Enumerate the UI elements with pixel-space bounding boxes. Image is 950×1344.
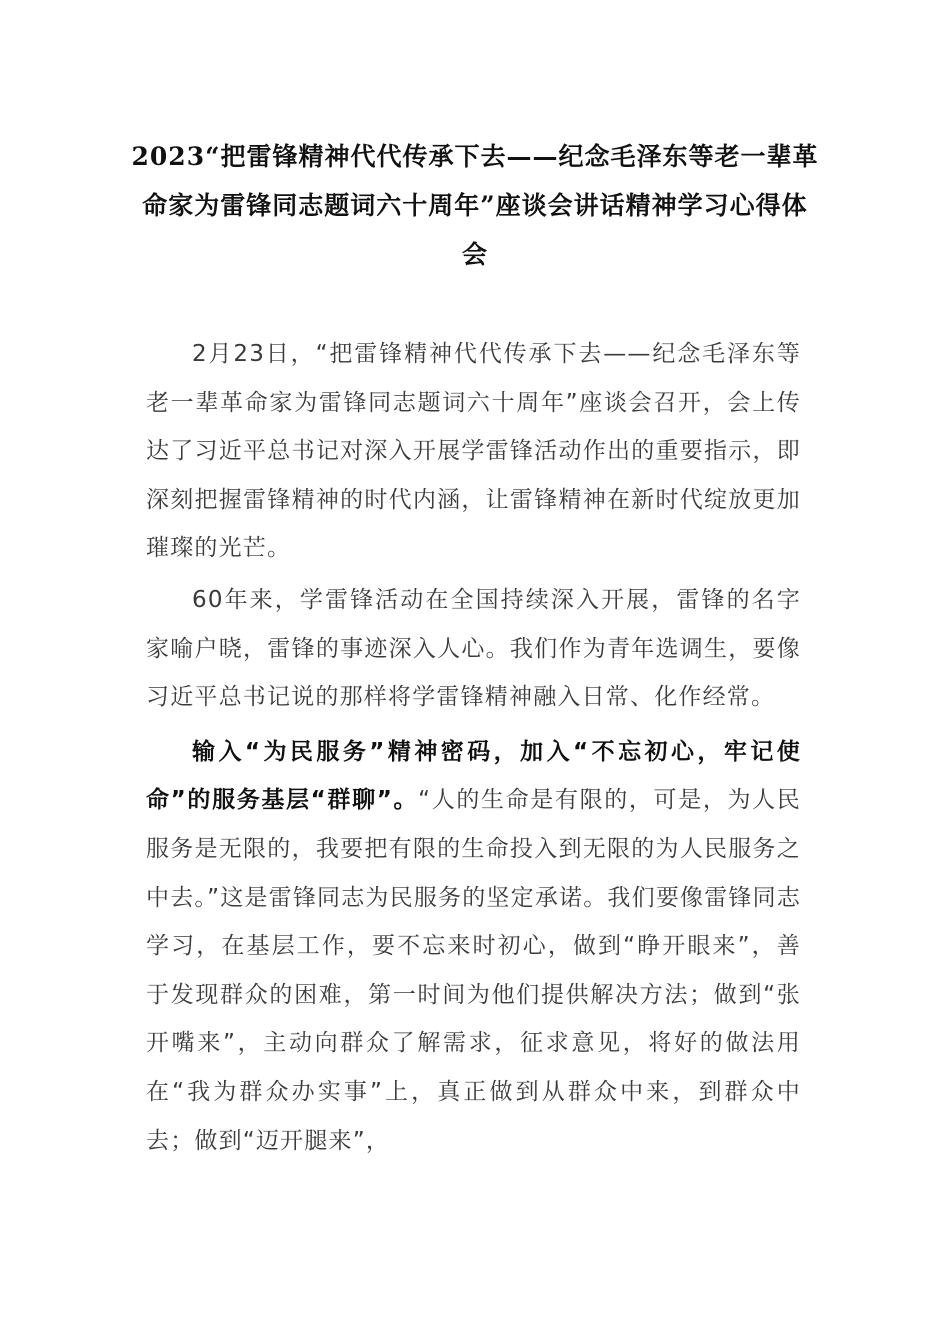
paragraph-2: 60年来，学雷锋活动在全国持续深入开展，雷锋的名字家喻户晓，雷锋的事迹深入人心。我们作为青年选调生，要像习近平总书记说的那样将学雷锋精神融入日常、化作经常。 <box>146 586 801 711</box>
paragraph-3-text: “人的生命是有限的，可是，为人民服务是无限的，我要把有限的生命投入到无限的为人民服务之中去。”这是雷锋同志为民服务的坚定承诺。我们要像雷锋同志学习，在基层工作，要不忘来时初心，做到“睁开眼来”，善于发现群众的困难，第一时间为他们提供解决方法；做到“张开嘴来”，主动向群众了解需求，征求意见，将好的做法用在“我为群众办实事”上，真正做到从群众中来，到群众中去；做到“迈开腿来”， <box>146 787 802 1154</box>
paragraph-3 <box>146 728 801 1165</box>
paragraph-3-bold-lead: 输入“为民服务”精神密码，加入“不忘初心，牢记使命”的服务基层“群聊”。 <box>146 738 801 814</box>
document-title: 2023“把雷锋精神代代传承下去——纪念毛泽东等老一辈革命家为雷锋同志题词六十周年”座谈会讲话精神学习心得体会 <box>131 142 819 269</box>
document-body <box>146 330 801 1165</box>
paragraph-1: 2月23日，“把雷锋精神代代传承下去——纪念毛泽东等老一辈革命家为雷锋同志题词六十周年”座谈会召开，会上传达了习近平总书记对深入开展学雷锋活动作出的重要指示，即深刻把握雷锋精神的时代内涵，让雷锋精神在新时代绽放更加璀璨的光芒。 <box>146 341 801 562</box>
